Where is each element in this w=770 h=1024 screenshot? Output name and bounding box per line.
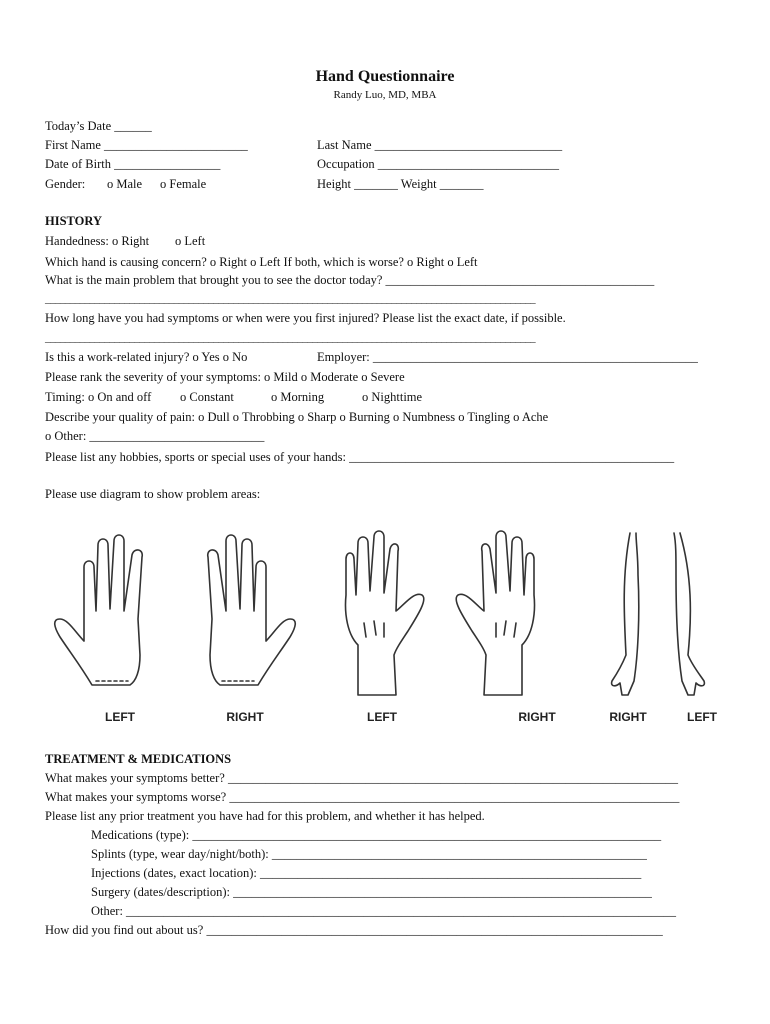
referral-source-field[interactable]: How did you find out about us? _________________________________________________________________________ [45,923,663,937]
timing-on-and-off-option[interactable]: Timing: o On and off [45,390,152,404]
diagram-label-right-palm: RIGHT [226,710,264,724]
diagram-label-left-arm: LEFT [687,710,717,724]
timing-morning-option[interactable]: o Morning [271,390,325,404]
page-subtitle: Randy Luo, MD, MBA [333,89,437,101]
hand-concern-question[interactable]: Which hand is causing concern? o Right o Left If both, which is worse? o Right o Left [45,255,478,269]
splints-field[interactable]: Splints (type, wear day/night/both): ____________________________________________________________ [91,847,647,861]
history-heading: HISTORY [45,214,102,228]
last-name-field[interactable]: Last Name ______________________________ [317,138,563,152]
prior-treatment-question: Please list any prior treatment you have had for this problem, and whether it has helped. [45,809,485,823]
pain-quality-question[interactable]: Describe your quality of pain: o Dull o Throbbing o Sharp o Burning o Numbness o Tingling o Ache [45,410,549,424]
gender-female-option[interactable]: o Female [160,177,207,191]
right-arm-icon[interactable] [612,533,639,695]
todays-date-field[interactable]: Today’s Date ______ [45,119,152,133]
symptoms-better-field[interactable]: What makes your symptoms better? ________________________________________________________________________ [45,771,678,785]
occupation-field[interactable]: Occupation _____________________________ [317,157,559,171]
treatment-other-field[interactable]: Other: ________________________________________________________________________________________ [91,904,677,918]
diagram-label-left-back: LEFT [367,710,397,724]
page-title: Hand Questionnaire [315,68,455,85]
severity-question[interactable]: Please rank the severity of your symptoms: o Mild o Moderate o Severe [45,370,405,384]
diagram-label-right-arm: RIGHT [609,710,647,724]
employer-field[interactable]: Employer: ____________________________________________________ [317,350,698,364]
diagram-label-left-palm: LEFT [105,710,135,724]
left-palm-icon[interactable] [55,535,143,685]
diagram-label-right-back: RIGHT [518,710,556,724]
surgery-field[interactable]: Surgery (dates/description): ___________________________________________________________________ [91,885,652,899]
date-of-birth-field[interactable]: Date of Birth _________________ [45,157,221,171]
height-weight-field[interactable]: Height _______ Weight _______ [317,177,484,191]
gender-male-option[interactable]: o Male [107,177,143,191]
main-problem-blank-line[interactable]: ___________________________________________________________________________________________________ [45,293,536,305]
hand-diagram[interactable] [40,515,730,730]
pain-other-field[interactable]: o Other: ____________________________ [45,429,265,443]
injections-field[interactable]: Injections (dates, exact location): _____________________________________________________________ [91,866,642,880]
handedness-right-option[interactable]: Handedness: o Right [45,234,150,248]
gender-label: Gender: [45,177,86,191]
timing-constant-option[interactable]: o Constant [180,390,234,404]
timing-nighttime-option[interactable]: o Nighttime [362,390,423,404]
left-back-of-hand-icon[interactable] [346,531,424,695]
left-arm-icon[interactable] [674,533,704,695]
handedness-left-option[interactable]: o Left [175,234,206,248]
first-name-field[interactable]: First Name _______________________ [45,138,248,152]
hobbies-field[interactable]: Please list any hobbies, sports or special uses of your hands: ____________________________________________________ [45,450,675,464]
main-problem-field[interactable]: What is the main problem that brought you to see the doctor today? ___________________________________________ [45,273,655,287]
diagram-prompt: Please use diagram to show problem areas: [45,487,261,501]
symptom-duration-blank-line[interactable]: ___________________________________________________________________________________________________ [45,332,536,344]
symptom-duration-question: How long have you had symptoms or when were you first injured? Please list the exact date, if possible. [45,311,566,325]
treatment-heading: TREATMENT & MEDICATIONS [45,752,232,766]
right-back-of-hand-icon[interactable] [456,531,534,695]
right-palm-icon[interactable] [208,535,296,685]
symptoms-worse-field[interactable]: What makes your symptoms worse? ________________________________________________________________________ [45,790,680,804]
work-related-question[interactable]: Is this a work-related injury? o Yes o No [45,350,248,364]
medications-field[interactable]: Medications (type): ___________________________________________________________________________ [91,828,662,842]
